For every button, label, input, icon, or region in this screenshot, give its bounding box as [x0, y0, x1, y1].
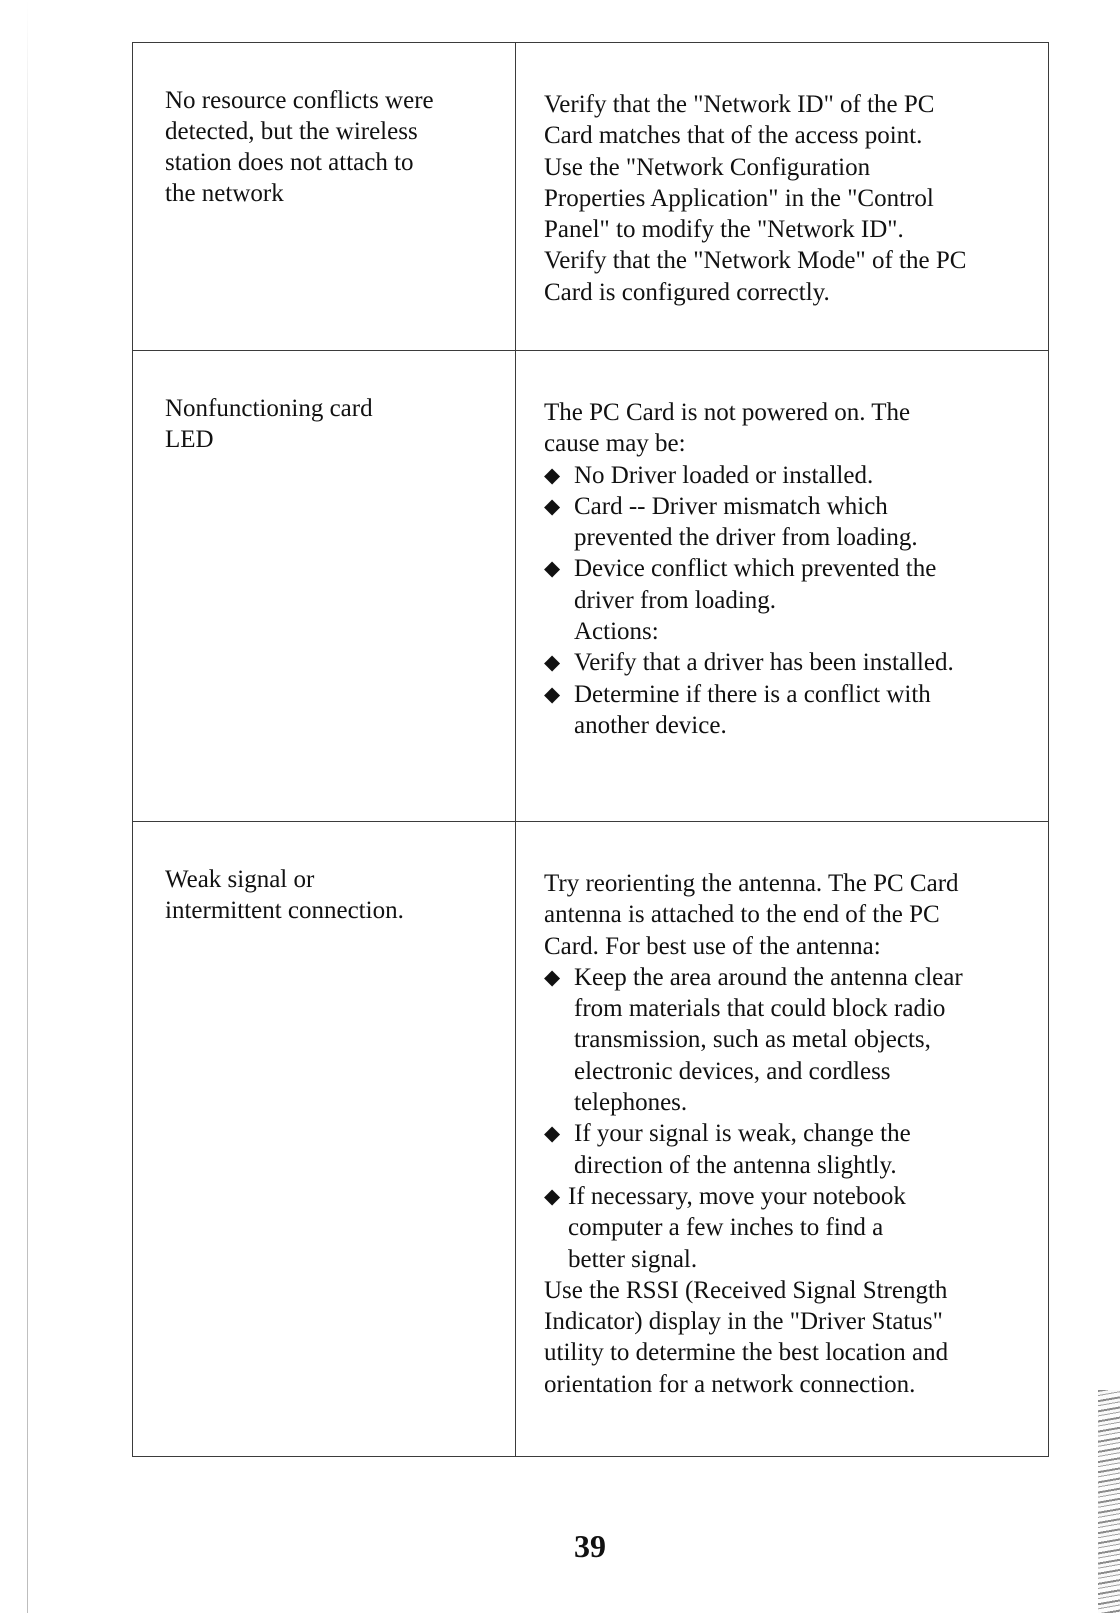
bullet-item: ◆ If your signal is weak, change the direction of the antenna slightly. — [544, 1120, 911, 1179]
action-text: The PC Card is not powered on. The — [544, 399, 911, 426]
problem-text: detected, but the wireless — [165, 118, 418, 145]
bullet-item: ◆ No Driver loaded or installed. — [544, 460, 1034, 491]
action-text: Verify that the "Network Mode" of the PC — [544, 247, 967, 275]
diamond-bullet-icon: ◆ — [544, 650, 561, 675]
diamond-bullet-icon: ◆ — [544, 556, 561, 581]
diamond-bullet-icon: ◆ — [544, 462, 561, 487]
bullet-item: ◆ Verify that a driver has been installed. — [544, 647, 1034, 678]
table-row — [133, 351, 1049, 822]
action-text: orientation for a network connection. — [544, 1370, 916, 1398]
action-text: Properties Application" in the "Control — [544, 184, 934, 212]
action-cell — [516, 822, 1049, 1457]
table-row — [133, 822, 1049, 1457]
troubleshooting-table — [132, 42, 1049, 1457]
problem-text: the network — [165, 180, 284, 207]
bullet-item: ◆ Determine if there is a conflict with another device. — [544, 680, 931, 739]
action-text: Use the "Network Configuration — [544, 153, 871, 181]
scan-edge-line — [27, 0, 28, 1613]
action-cell — [516, 43, 1049, 351]
bullet-item: ◆ Keep the area around the antenna clear from materials that could block radio transmission, such as metal objects, electronic devices, and cordless telephones. — [544, 963, 963, 1117]
bullet-item: ◆ If necessary, move your notebook computer a few inches to find a better signal. — [544, 1182, 906, 1273]
diamond-bullet-icon: ◆ — [544, 1121, 561, 1146]
table-row — [133, 43, 1049, 351]
problem-cell — [133, 822, 516, 1457]
problem-text: intermittent connection. — [165, 897, 404, 924]
action-text: Card matches that of the access point. — [544, 122, 923, 150]
action-text: Card is configured correctly. — [544, 278, 830, 306]
problem-text: No resource conflicts were — [165, 87, 434, 114]
diamond-bullet-icon: ◆ — [544, 964, 561, 989]
action-text: Try reorienting the antenna. The PC Card — [544, 870, 959, 897]
action-cell — [516, 351, 1049, 822]
action-text: Panel" to modify the "Network ID". — [544, 216, 904, 244]
problem-text: Nonfunctioning card — [165, 395, 373, 422]
problem-cell — [133, 43, 516, 351]
bullet-item: ◆ Device conflict which prevented the driver from loading. — [544, 555, 937, 614]
diamond-bullet-icon: ◆ — [544, 1183, 561, 1208]
action-text: Card. For best use of the antenna: — [544, 932, 881, 960]
action-text: utility to determine the best location and — [544, 1339, 949, 1367]
bullet-item: ◆ Card -- Driver mismatch which prevented the driver from loading. — [544, 492, 918, 552]
action-text: cause may be: — [544, 430, 686, 458]
problem-cell — [133, 351, 516, 822]
actions-subheading: Actions: — [574, 618, 659, 646]
diamond-bullet-icon: ◆ — [544, 681, 561, 706]
problem-text: LED — [165, 426, 214, 453]
action-text: antenna is attached to the end of the PC — [544, 901, 940, 929]
problem-text: Weak signal or — [165, 866, 315, 893]
action-text: Indicator) display in the "Driver Status" — [544, 1308, 943, 1336]
scan-edge-noise — [1098, 1390, 1120, 1613]
action-text: Use the RSSI (Received Signal Strength — [544, 1276, 948, 1304]
page-number: 39 — [574, 1528, 606, 1564]
diamond-bullet-icon: ◆ — [544, 493, 561, 518]
action-text: Verify that the "Network ID" of the PC — [544, 91, 935, 118]
problem-text: station does not attach to — [165, 149, 414, 176]
